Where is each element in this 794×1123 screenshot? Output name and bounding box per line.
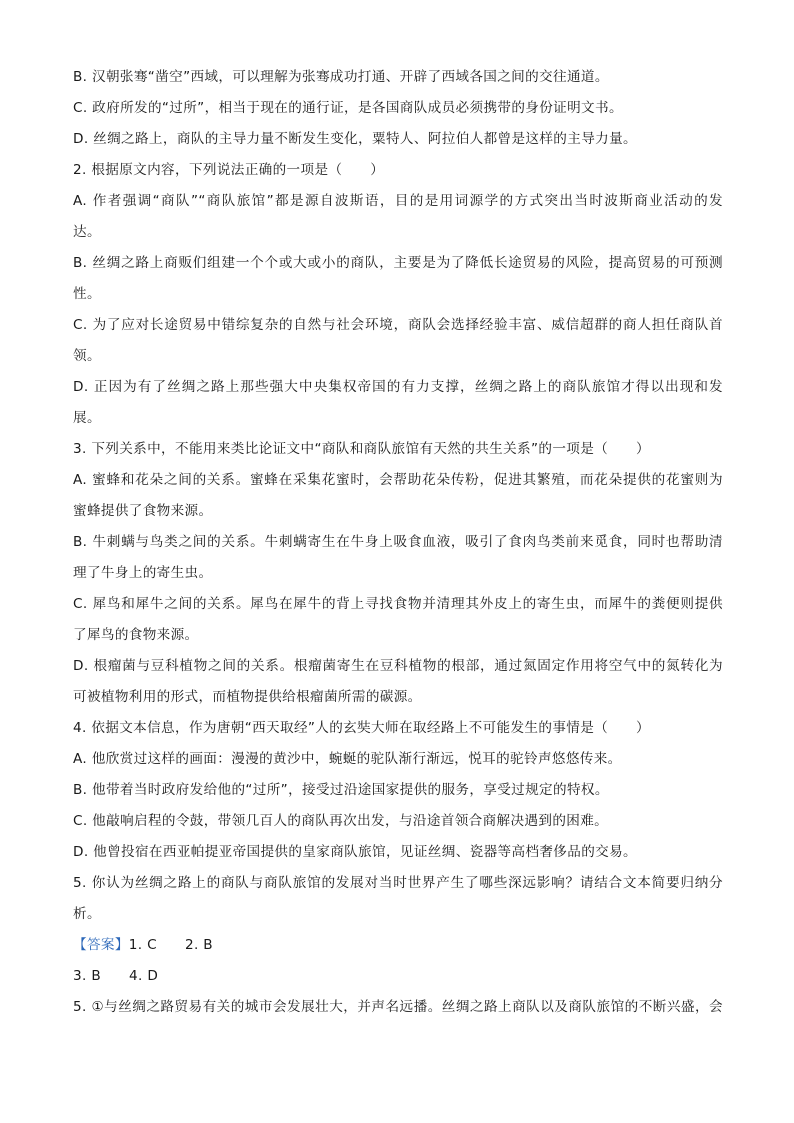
answer-row-1 [73, 930, 723, 961]
document-body [73, 62, 723, 1023]
option-2b-line-1: B. 丝绸之路上商贩们组建一个个或大或小的商队，主要是为了降低长途贸易的风险，提高贸易的可预测 [73, 255, 723, 271]
option-2b-line-2: 性。 [73, 286, 101, 302]
option-4a: A. 他欣赏过这样的画面：漫漫的黄沙中，蜿蜒的驼队渐行渐远，悦耳的驼铃声悠悠传来。 [73, 751, 622, 767]
answer-2: 2. B [184, 937, 213, 953]
option-3a-line-2: 蜜蜂提供了食物来源。 [73, 503, 213, 519]
option-2c-line-2: 领。 [73, 348, 101, 364]
option-3c-line-1: C. 犀鸟和犀牛之间的关系。犀鸟在犀牛的背上寻找食物并清理其外皮上的寄生虫，而犀牛的粪便则提供 [73, 596, 723, 612]
option-4b: B. 他带着当时政府发给他的“过所”，接受过沿途国家提供的服务，享受过规定的特权。 [73, 782, 609, 798]
question-4: 4. 依据文本信息，作为唐朝“西天取经”人的玄奘大师在取经路上不可能发生的事情是（ ） [73, 720, 650, 736]
option-2c-line-1: C. 为了应对长途贸易中错综复杂的自然与社会环境，商队会选择经验丰富、威信超群的商人担任商队首 [73, 317, 723, 333]
option-2d-line-2: 展。 [73, 410, 101, 426]
answer-5-line-1: 5. ①与丝绸之路贸易有关的城市会发展壮大，并声名远播。丝绸之路上商队以及商队旅馆的不断兴盛，会 [73, 999, 723, 1015]
answer-row-2 [73, 961, 723, 992]
option-3d-line-2: 可被植物利用的形式，而植物提供给根瘤菌所需的碳源。 [73, 689, 422, 705]
question-5-line-2: 析。 [73, 906, 101, 922]
answer-3: 3. B [73, 968, 102, 984]
option-3a-line-1: A. 蜜蜂和花朵之间的关系。蜜蜂在采集花蜜时，会帮助花朵传粉，促进其繁殖，而花朵提供的花蜜则为 [73, 472, 723, 488]
option-3b-line-1: B. 牛刺螨与鸟类之间的关系。牛刺螨寄生在牛身上吸食血液，吸引了食肉鸟类前来觅食，同时也帮助清 [73, 534, 723, 550]
option-3b-line-2: 理了牛身上的寄生虫。 [73, 565, 213, 581]
option-1c: C. 政府所发的“过所”，相当于现在的通行证，是各国商队成员必须携带的身份证明文书。 [73, 100, 623, 116]
question-5-line-1: 5. 你认为丝绸之路上的商队与商队旅馆的发展对当时世界产生了哪些深远影响？请结合文本简要归纳分 [73, 875, 723, 891]
option-2a-line-1: A. 作者强调“商队”“商队旅馆”都是源自波斯语，目的是用词源学的方式突出当时波斯商业活动的发 [73, 193, 723, 209]
question-3: 3. 下列关系中，不能用来类比论证文中“商队和商队旅馆有天然的共生关系”的一项是（ ） [73, 441, 650, 457]
option-4c: C. 他敲响启程的令鼓，带领几百人的商队再次出发，与沿途首领合商解决遇到的困难。 [73, 813, 609, 829]
option-3c-line-2: 了犀鸟的食物来源。 [73, 627, 199, 643]
option-1d: D. 丝绸之路上，商队的主导力量不断发生变化，粟特人、阿拉伯人都曾是这样的主导力量。 [73, 131, 637, 147]
option-2a-line-2: 达。 [73, 224, 101, 240]
option-4d: D. 他曾投宿在西亚帕提亚帝国提供的皇家商队旅馆，见证丝绸、瓷器等高档奢侈品的交易。 [73, 844, 637, 860]
answer-4: 4. D [129, 968, 159, 984]
question-2: 2. 根据原文内容，下列说法正确的一项是（ ） [73, 162, 385, 178]
answer-tag: 【答案】 [73, 937, 129, 953]
option-2d-line-1: D. 正因为有了丝绸之路上那些强大中央集权帝国的有力支撑，丝绸之路上的商队旅馆才得以出现和发 [73, 379, 723, 395]
answer-1: 1. C [128, 937, 157, 953]
option-1b: B. 汉朝张骞“凿空”西域，可以理解为张骞成功打通、开辟了西域各国之间的交往通道。 [73, 69, 609, 85]
option-3d-line-1: D. 根瘤菌与豆科植物之间的关系。根瘤菌寄生在豆科植物的根部，通过氮固定作用将空气中的氮转化为 [73, 658, 723, 674]
